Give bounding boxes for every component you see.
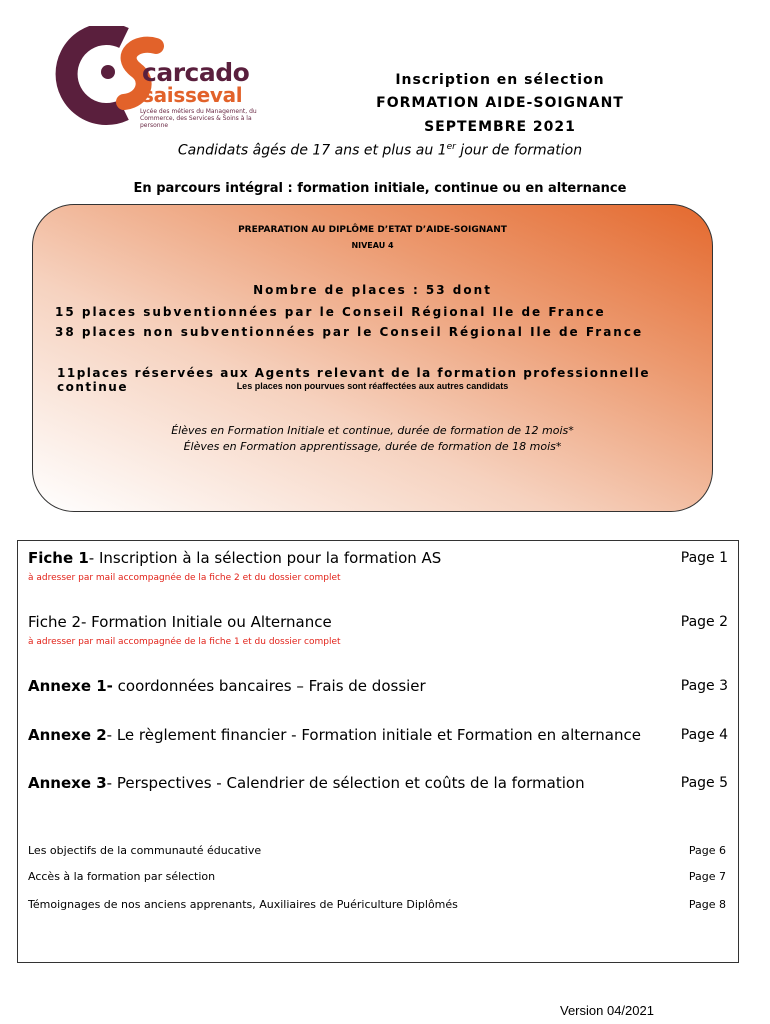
toc-objectifs-page: Page 6 <box>688 844 726 857</box>
places-non-subventionnees: 38 places non subventionnées par le Conseil Régional Ile de France <box>55 325 644 339</box>
toc-annexe-1-page: Page 3 <box>680 678 728 694</box>
toc-fiche-2-note: à adresser par mail accompagnée de la fiche 1 et du dossier complet <box>28 637 341 647</box>
title-inscription: Inscription en sélection <box>395 72 605 88</box>
places-subventionnees: 15 places subventionnées par le Conseil Régional Ile de France <box>55 305 606 319</box>
toc-fiche-2: Fiche 2- Formation Initiale ou Alternance <box>28 613 332 631</box>
places-total: Nombre de places : 53 dont <box>253 283 492 297</box>
table-of-contents <box>17 540 739 963</box>
candidats-age: Candidats âgés de 17 ans et plus au 1er jour de formation <box>177 142 583 159</box>
logo-tagline: Lycée des métiers du Management, du Commerce, des Services & Soins à la personne <box>140 108 257 129</box>
toc-temoignages: Témoignages de nos anciens apprenants, Auxiliaires de Puériculture Diplômés <box>28 898 458 911</box>
logo-name-carcado: carcado <box>142 58 250 87</box>
toc-acces: Accès à la formation par sélection <box>28 870 216 883</box>
toc-annexe-3-page: Page 5 <box>680 775 728 791</box>
title-date: SEPTEMBRE 2021 <box>424 119 576 135</box>
version-label: Version 04/2021 <box>560 1003 654 1018</box>
places-reaffectees: Les places non pourvues sont réaffectées aux autres candidats <box>236 381 509 391</box>
toc-annexe-2: Annexe 2- Le règlement financier - Formation initiale et Formation en alternance <box>28 726 641 744</box>
preparation-title: PREPARATION AU DIPLÔME D’ETAT D’AIDE-SOIGNANT <box>238 225 507 235</box>
toc-fiche-1: Fiche 1- Inscription à la sélection pour la formation AS <box>28 549 442 567</box>
toc-fiche-1-page: Page 1 <box>680 550 728 566</box>
niveau-label: NIVEAU 4 <box>351 241 394 250</box>
toc-objectifs: Les objectifs de la communauté éducative <box>28 844 262 857</box>
toc-acces-page: Page 7 <box>688 870 726 883</box>
places-info-box <box>32 204 713 512</box>
title-formation: FORMATION AIDE-SOIGNANT <box>376 95 624 111</box>
places-reservees: 11places réservées aux Agents relevant de la formation professionnelle continue <box>57 366 651 394</box>
logo-name-saisseval: saisseval <box>142 83 243 107</box>
toc-annexe-3: Annexe 3- Perspectives - Calendrier de sélection et coûts de la formation <box>28 774 585 792</box>
toc-annexe-2-page: Page 4 <box>680 727 728 743</box>
parcours-integral: En parcours intégral : formation initiale, continue ou en alternance <box>133 181 627 196</box>
toc-temoignages-page: Page 8 <box>688 898 726 911</box>
toc-annexe-1: Annexe 1- coordonnées bancaires – Frais de dossier <box>28 677 426 695</box>
toc-fiche-1-note: à adresser par mail accompagnée de la fiche 2 et du dossier complet <box>28 573 341 583</box>
eleves-formation-initiale: Élèves en Formation Initiale et continue, durée de formation de 12 mois* <box>171 424 574 437</box>
toc-fiche-2-page: Page 2 <box>680 614 728 630</box>
eleves-apprentissage: Élèves en Formation apprentissage, durée de formation de 18 mois* <box>183 440 562 453</box>
